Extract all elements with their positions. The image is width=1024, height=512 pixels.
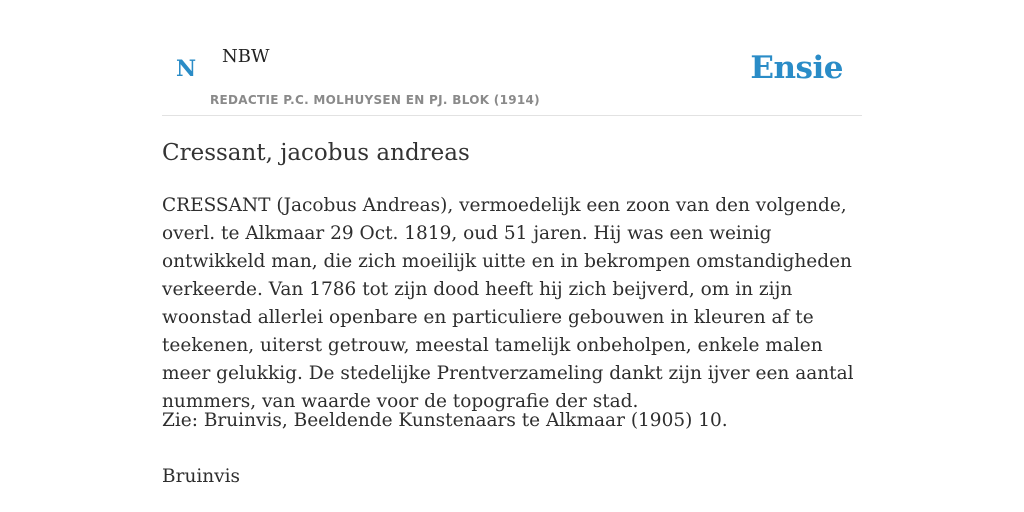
brand-logo[interactable]: Ensie [750, 50, 843, 86]
entry-reference: Zie: Bruinvis, Beeldende Kunstenaars te Alkmaar (1905) 10. [162, 410, 728, 431]
source-title[interactable]: NBW [222, 46, 270, 67]
page [162, 0, 862, 487]
entry-title: Cressant, jacobus andreas [162, 140, 470, 166]
entry-author[interactable]: Bruinvis [162, 466, 241, 487]
source-subtitle: REDACTIE P.C. MOLHUYSEN EN PJ. BLOK (1914) [210, 93, 540, 107]
entry-body [162, 192, 862, 416]
header [162, 0, 862, 116]
entry-paragraph: CRESSANT (Jacobus Andreas), vermoedelijk een zoon van den volgende, overl. te Alkmaar 29 Oct. 1819, oud 51 jaren. Hij was een weinig ontwikkeld man, die zich moeilijk uitte en in bekrompen omstandigheden verkeerde. Van 1786 tot zijn dood heeft hij zich beijverd, om in zijn woonstad allerlei openbare en particuliere gebouwen in kleuren af te teekenen, uiterst getrouw, meestal tamelijk onbeholpen, enkele malen meer gelukkig. De stedelijke Prentverzameling dankt zijn ijver een aantal nummers, van waarde voor de topografie der stad. [162, 195, 854, 412]
source-logo[interactable]: N [176, 56, 197, 82]
